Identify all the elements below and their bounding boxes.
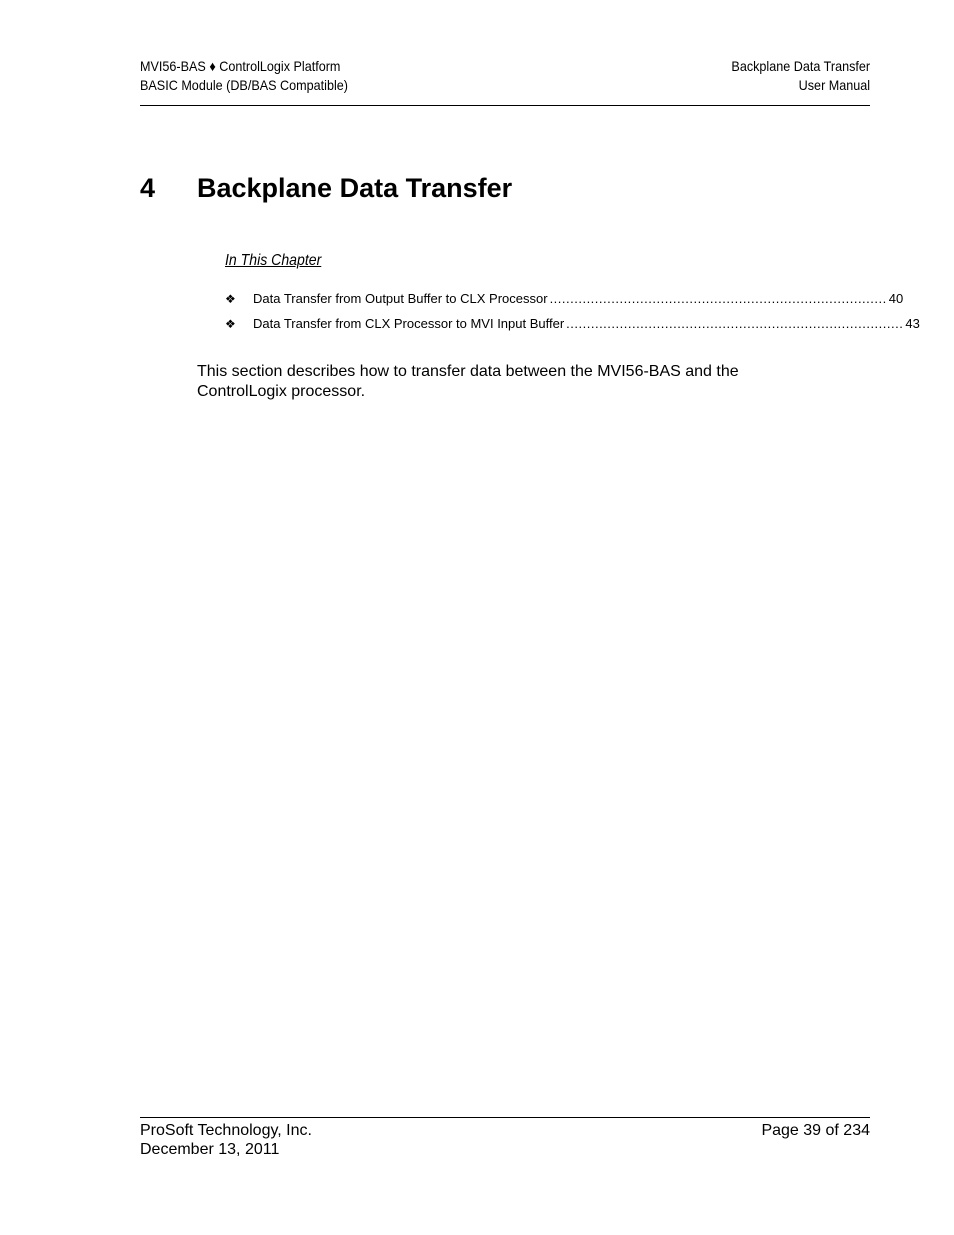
chapter-title-text: Backplane Data Transfer: [197, 173, 513, 203]
header-module: BASIC Module (DB/BAS Compatible): [140, 77, 348, 93]
header-left: [140, 57, 348, 95]
footer-right: [761, 1121, 870, 1140]
toc-item[interactable]: [225, 290, 904, 315]
page-footer: [140, 1117, 870, 1158]
diamond-bullet-icon: ❖: [225, 292, 236, 306]
footer-left: [140, 1121, 312, 1159]
footer-date: December 13, 2011: [140, 1141, 280, 1158]
chapter-toc: [225, 290, 920, 340]
toc-item-label: Data Transfer from Output Buffer to CLX Processor: [253, 291, 548, 306]
in-this-chapter-heading: In This Chapter: [225, 252, 322, 269]
toc-item-page: 43: [905, 316, 920, 331]
toc-item-page: 40: [888, 291, 904, 306]
toc-item[interactable]: [225, 315, 920, 340]
header-doc-type: User Manual: [798, 77, 870, 93]
header-product: MVI56-BAS ♦ ControlLogix Platform: [140, 58, 341, 74]
footer-page-number: Page 39 of 234: [761, 1122, 870, 1139]
header-right: [731, 57, 870, 95]
toc-leader-dots: ..................................................................................: [566, 316, 904, 331]
chapter-number: 4: [140, 173, 156, 203]
diamond-bullet-icon: ❖: [225, 317, 236, 331]
chapter-title: [140, 170, 512, 206]
page-header: [140, 57, 870, 106]
toc-leader-dots: ..................................................................................: [549, 291, 887, 306]
header-section: Backplane Data Transfer: [731, 58, 870, 74]
toc-item-label: Data Transfer from CLX Processor to MVI Input Buffer: [253, 316, 565, 331]
intro-paragraph: This section describes how to transfer data between the MVI56-BAS and the ControlLogix processor.: [197, 363, 739, 400]
footer-company: ProSoft Technology, Inc.: [140, 1122, 312, 1139]
